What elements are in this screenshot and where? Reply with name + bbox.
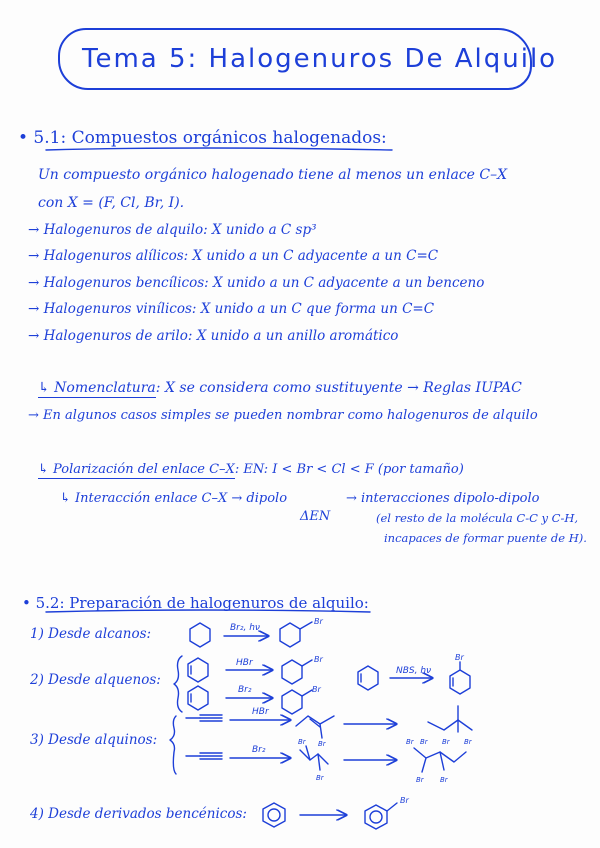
reagent-br2-3: Br₂ (252, 745, 266, 755)
interaction-label: ↳ Interacción enlace C–X → dipolo (60, 491, 288, 506)
section-1-heading: • 5.1: Compuestos orgánicos halogenados: (18, 128, 387, 148)
type-allylic: → Halogenuros alílicos: X unido a un C adyacente a un C=C (28, 248, 439, 264)
interaction-note-1: (el resto de la molécula C-C y C-H, (376, 511, 579, 525)
prep-4-label: 4) Desde derivados bencénicos: (30, 806, 247, 822)
intro-line-1: Un compuesto orgánico halogenado tiene al menos un enlace C–X (38, 167, 508, 183)
br-label-3c1: Br (406, 738, 414, 746)
br-label-3a2: Br (464, 738, 472, 746)
vinyl-bromide-icon (296, 716, 334, 726)
br-label-nbs: Br (455, 653, 464, 662)
bromobenzene-icon (365, 805, 387, 829)
reagent-br2: Br₂ (238, 685, 252, 695)
bromo-product-a-icon (282, 660, 302, 684)
nomenclature-label: ↳ Nomenclatura (38, 380, 156, 396)
cyclohexane-icon (190, 623, 210, 647)
br-label-1: Br (314, 617, 323, 626)
reagent-hbr: HBr (236, 658, 253, 668)
bond-c-br-1 (300, 622, 312, 629)
br-label-3b2: Br (316, 774, 324, 782)
benzene-icon (263, 803, 285, 827)
br-label-3a3: Br (442, 738, 450, 746)
intro-line-2: con X = (F, Cl, Br, I). (38, 195, 185, 211)
section-1-underline (46, 148, 392, 150)
polarization-label: ↳ Polarización del enlace C–X (38, 462, 235, 477)
brace-2 (174, 656, 182, 712)
type-benzylic: → Halogenuros bencílicos: X unido a un C adyacente a un benceno (28, 275, 485, 291)
br-label-3a: Br (318, 740, 326, 748)
interaction-result: → interacciones dipolo-dipolo (346, 491, 540, 506)
bromocyclohexane-icon (280, 623, 300, 647)
brace-3 (170, 716, 176, 774)
reagent-br2-hv: Br₂, hν (230, 623, 260, 633)
polarization-en: : EN: I < Br < Cl < F (por tamaño) (234, 462, 464, 477)
reagent-hbr-3: HBr (252, 707, 269, 717)
prep-2-label: 2) Desde alquenos: (30, 672, 161, 688)
interaction-note-2: incapaces de formar puente de H). (384, 531, 587, 545)
type-vinylic: → Halogenuros vinílicos: X unido a un C que forma un C=C (28, 301, 435, 317)
reagent-nbs: NBS, hν (396, 666, 432, 676)
nomenclature-note: → En algunos casos simples se pueden nombrar como halogenuros de alquilo (28, 408, 538, 423)
section-2-underline (46, 610, 370, 612)
dibromo-product-b-icon (282, 690, 302, 714)
type-alkyl: → Halogenuros de alquilo: X unido a C sp³ (28, 222, 317, 238)
type-aryl: → Halogenuros de arilo: X unido a un anillo aromático (28, 328, 399, 344)
benzene-ring-circle (268, 809, 280, 821)
prep-1-label: 1) Desde alcanos: (30, 626, 152, 642)
page-title: Tema 5: Halogenuros De Alquilo (82, 44, 558, 74)
br-label-3b1: Br (298, 738, 306, 746)
gem-dibromide-icon (428, 720, 472, 730)
nomenclature-text: : X se considera como sustituyente → Reglas IUPAC (155, 380, 522, 396)
br-label-4: Br (400, 796, 409, 805)
dibromoalkene-icon (300, 750, 328, 764)
br-label-2b: Br (312, 685, 321, 694)
br-label-3c4: Br (440, 776, 448, 784)
prep-3-label: 3) Desde alquinos: (30, 732, 158, 748)
section-2-heading: • 5.2: Preparación de halogenuros de alquilo: (22, 594, 369, 612)
br-label-3c3: Br (416, 776, 424, 784)
br-label-2a: Br (314, 655, 323, 664)
delta-en: ΔEN (300, 509, 331, 524)
br-label-3c2: Br (420, 738, 428, 746)
